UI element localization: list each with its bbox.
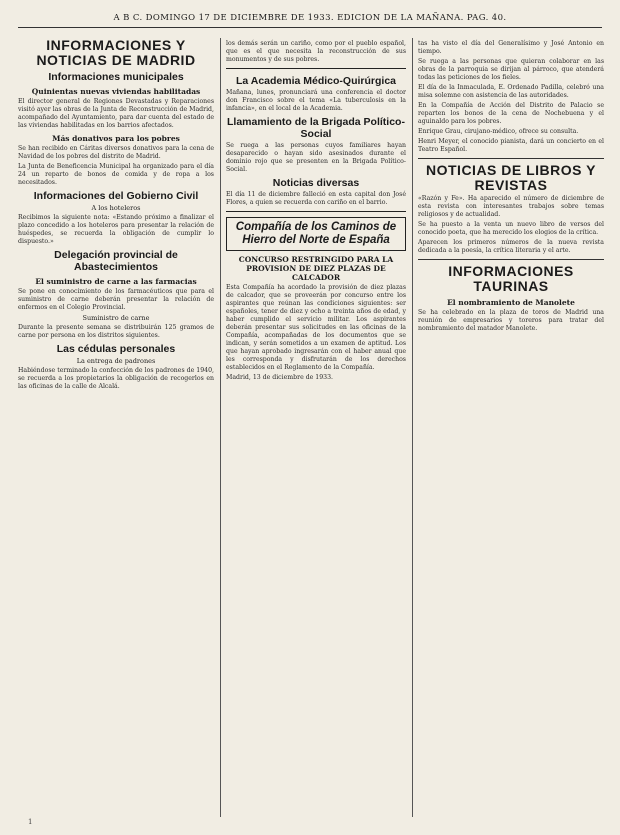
section-title: INFORMACIONES TAURINAS xyxy=(448,263,574,294)
article-heading: Noticias diversas xyxy=(272,177,360,189)
article-text: Se ruega a las personas cuyos familiares hayan desaparecido o hayan sido asesinados durante el dominio rojo que se presenten en la Brigada Político-Social. xyxy=(226,142,406,173)
article-text: los demás serán un cariño, como por el pueblo español, que es el que necesita la reconstrucción de sus monumentos y de sus pobres. xyxy=(226,40,406,63)
article-kicker: A los hoteleros xyxy=(91,204,141,212)
page-header: A B C. DOMINGO 17 DE DICIEMBRE DE 1933. EDICION DE LA MAÑANA. PAG. 40. xyxy=(18,10,602,28)
article-heading: Llamamiento de la Brigada Político-Social xyxy=(227,116,405,140)
page-footer-mark: 1 xyxy=(28,818,33,826)
article-heading: Más donativos para los pobres xyxy=(52,134,180,143)
article-text: Se ha puesto a la venta un nuevo libro de versos del conocido poeta, que ha merecido los elogios de la crítica. xyxy=(418,221,604,236)
column-rule xyxy=(220,38,221,817)
article-text: Se pone en conocimiento de los farmacéuticos que para el suministro de carne deberán presentar la relación de enfermos en el Colegio Provincial. xyxy=(18,288,214,311)
news-box xyxy=(226,68,406,212)
advertisement-subtitle: CONCURSO RESTRINGIDO PARA LA PROVISION DE DIEZ PLAZAS DE CALCADOR xyxy=(238,255,394,282)
article-heading: Quinientas nuevas viviendas habilitadas xyxy=(31,87,201,96)
section-heading: Delegación provincial de Abastecimientos xyxy=(54,249,178,273)
article-text: El día de la Inmaculada, E. Ordenado Padilla, celebró una misa solemne con asistencia de las autoridades. xyxy=(418,84,604,99)
article-heading: El nombramiento de Manolete xyxy=(447,298,575,307)
divider xyxy=(418,158,604,159)
article-text: La Junta de Beneficencia Municipal ha organizado para el día 24 un reparto de bonos de comida y de ropa a los necesitados. xyxy=(18,163,214,186)
article-text: El director general de Regiones Devastadas y Reparaciones visitó ayer las obras de la Junta de Reconstrucción de Madrid, acompañado del Ayuntamiento, para dar cuenta del estado de las viviendas habilitadas en los barrios afectados. xyxy=(18,98,214,129)
column-1 xyxy=(18,38,214,817)
article-heading: El suministro de carne a las farmacias xyxy=(35,277,197,286)
advertisement-date: Madrid, 13 de diciembre de 1933. xyxy=(226,374,334,381)
article-text: Se han recibido en Cáritas diversos donativos para la cena de Navidad de los pobres del distrito de Madrid. xyxy=(18,145,214,160)
article-kicker: La entrega de padrones xyxy=(76,357,156,365)
article-text: Aparecen los primeros números de la nueva revista dedicada a la poesía, la crítica literaria y el arte. xyxy=(418,239,604,254)
article-text: Henri Meyer, el conocido pianista, dará un concierto en el Teatro Español. xyxy=(418,138,604,153)
article-text: Habiéndose terminado la confección de los padrones de 1940, se recuerda a los propietarios la obligación de recogerlos en las oficinas de la calle de Alcalá. xyxy=(18,367,214,390)
advertisement-banner: Compañía de los Caminos de Hierro del Norte de España xyxy=(226,217,406,251)
section-heading: Las cédulas personales xyxy=(56,343,176,355)
section-heading: Informaciones del Gobierno Civil xyxy=(33,190,199,202)
article-text: Se ruega a las personas que quieran colaborar en las obras de la parroquia se dirijan al párroco, que atenderá todas las peticiones de los fieles. xyxy=(418,58,604,81)
section-title: NOTICIAS DE LIBROS Y REVISTAS xyxy=(426,162,596,193)
article-text: Durante la presente semana se distribuirán 125 gramos de carne por persona en los distritos siguientes. xyxy=(18,324,214,339)
article-heading: La Academia Médico-Quirúrgica xyxy=(235,75,397,87)
article-text: El día 11 de diciembre falleció en esta capital don José Flores, a quien se recuerda con cariño en el barrio. xyxy=(226,191,406,206)
advertisement-text: Esta Compañía ha acordado la provisión de diez plazas de calcador, que se proveerán por concurso entre los aspirantes que reúnan las condiciones siguientes: ser españoles, tener de diez y ocho a treinta años de edad, y haber cumplido el servicio militar. Los aspirantes deberán presentar sus solicitudes en las oficinas de la Compañía, acompañadas de los documentos que se indican, y serán sometidos a un examen de aptitud. Los que hayan aprobado ingresarán con el haber anual que les corresponda y disfrutarán de los derechos establecidos en el Reglamento de la Compañía. xyxy=(226,284,406,371)
article-kicker: Suministro de carne xyxy=(82,314,150,322)
divider xyxy=(418,259,604,260)
column-2 xyxy=(226,38,406,817)
article-text: Enrique Grau, cirujano-médico, ofrece su consulta. xyxy=(418,128,579,135)
article-text: tas ha visto el día del Generalísimo y José Antonio en tiempo. xyxy=(418,40,604,55)
article-text: En la Compañía de Acción del Distrito de Palacio se reparten los bonos de la cena de Nochebuena y el aguinaldo para los pobres. xyxy=(418,102,604,125)
section-heading: Informaciones municipales xyxy=(48,71,184,83)
article-text: Recibimos la siguiente nota: «Estando próximo a finalizar el plazo concedido a los hoteleros para presentar la relación de huéspedes, se recuerda la obligación de cumplir lo dispuesto.» xyxy=(18,214,214,245)
article-text: Se ha celebrado en la plaza de toros de Madrid una reunión de empresarios y toreros para tratar del nombramiento del matador Manolete. xyxy=(418,309,604,332)
article-text: «Razón y Fe». Ha aparecido el número de diciembre de esta revista con interesantes trabajos sobre temas religiosos y de actualidad. xyxy=(418,195,604,218)
section-title: INFORMACIONES Y NOTICIAS DE MADRID xyxy=(36,38,196,68)
column-rule xyxy=(412,38,413,817)
column-3 xyxy=(418,38,604,817)
article-text: Mañana, lunes, pronunciará una conferencia el doctor don Francisco sobre el tema «La tuberculosis en la infancia», en el local de la Academia. xyxy=(226,89,406,112)
